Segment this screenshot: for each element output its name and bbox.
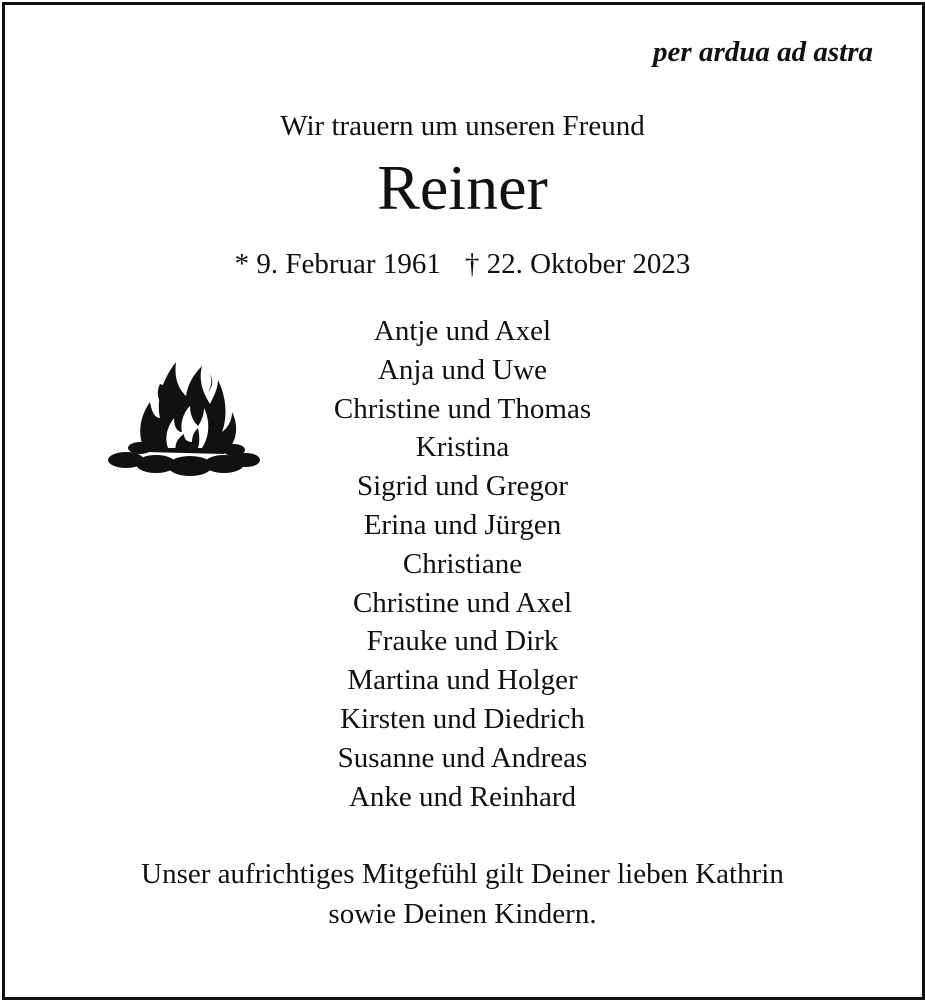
mourner-name: Sigrid und Gregor: [356, 470, 569, 503]
mourner-name: Kirsten und Diedrich: [340, 702, 585, 735]
death-date: † 22. Oktober 2023: [464, 248, 691, 280]
intro-line: Wir trauern um unseren Freund: [280, 110, 645, 142]
condolence-line: Unser aufrichtiges Mitgefühl gilt Deiner lieben Kathrin: [141, 858, 784, 890]
birth-date: * 9. Februar 1961: [234, 248, 441, 280]
condolence-line: sowie Deinen Kindern.: [328, 898, 597, 930]
mourner-name: Anke und Reinhard: [348, 780, 577, 813]
mourner-name: Frauke und Dirk: [366, 625, 559, 658]
mourner-name: Christine und Thomas: [333, 392, 592, 425]
mourner-name: Anja und Uwe: [377, 353, 548, 386]
mourner-name: Kristina: [415, 431, 510, 464]
life-dates: [0, 246, 925, 282]
mourner-name: Susanne und Andreas: [337, 741, 588, 774]
stone-shape: [128, 442, 152, 454]
motto: per ardua ad astra: [653, 36, 873, 68]
mourner-name: Erina und Jürgen: [363, 508, 562, 541]
deceased-name: Reiner: [377, 152, 548, 223]
mourner-name: Christine und Axel: [352, 586, 573, 619]
flame-wisp: [208, 374, 212, 392]
mourner-name: Christiane: [402, 547, 523, 580]
mourner-name: Martina und Holger: [347, 664, 578, 697]
mourner-name: Antje und Axel: [373, 315, 552, 347]
condolence-text: [0, 854, 925, 934]
campfire-icon: [106, 356, 260, 478]
stone-shape: [223, 444, 245, 456]
